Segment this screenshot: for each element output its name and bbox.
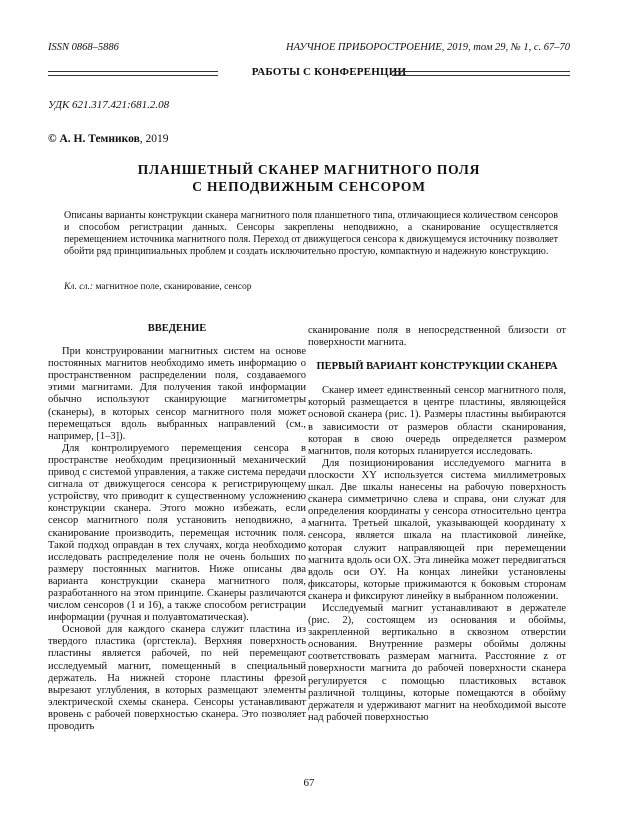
paragraph: Для контролируемого перемещения сенсора в пространстве необходим прецизионный механический привод с системой управления, а также система передачи сигнала от движущегося сенсора к регистрирующему устройству, что приводит к существенному усложнению конструкции сканера. Этого можно избежать, если сенсор магнитного поля установить неподвижно, а сканирование производить, перемещая источник поля. Такой подход оправдан в тех случаях, когда необходимо исследовать распределение поля не очень больших по размеру постоянных магнитов. Ниже описаны два варианта конструкции сканера магнитного поля, разработанного на этом принципе. Сканеры различаются числом сенсоров (1 и 16), а также способом регистрации информации (ручная и полуавтоматическая). xyxy=(48,442,306,624)
paragraph: Для позиционирования исследуемого магнита в плоскости XY используется система миллиметровых шкал. Две шкалы нанесены на рабочую поверхность сканера симметрично слева и справа, они служат для определения координаты y сенсора относительно центра магнита. Третьей шкалой, указывающей координату x сенсора, является шкала на пластиковой линейке, которая служит направляющей при перемещении магнита вдоль оси OX. Эта линейка может передвигаться вдоль оси OY. На концах линейки установлены фиксаторы, которые прижимаются к боковым сторонам сканера и фиксируют линейку в выбранном положении. xyxy=(308,457,566,602)
heading-first-variant: ПЕРВЫЙ ВАРИАНТ КОНСТРУКЦИИ СКАНЕРА xyxy=(316,361,558,373)
keywords xyxy=(64,282,251,292)
section-title: РАБОТЫ С КОНФЕРЕНЦИИ xyxy=(251,66,407,78)
page-number: 67 xyxy=(303,777,315,789)
copyright-sign: © xyxy=(48,133,57,145)
abstract: Описаны варианты конструкции сканера магнитного поля планшетного типа, отличающиеся количеством сенсоров и способом регистрации данных. Сенсоры закреплены неподвижно, а сканирование осуществляется перемещением источника магнитного поля. Переход от движущегося сенсора к движущемуся источнику позволяет обойти ряд принципиальных проблем и создать исключительно простую, компактную и надежную конструкцию. xyxy=(64,210,558,257)
issn: ISSN 0868–5886 xyxy=(48,42,119,53)
heading-introduction: ВВЕДЕНИЕ xyxy=(147,323,207,334)
keywords-text: магнитное поле, сканирование, сенсор xyxy=(93,282,252,292)
author-name: А. Н. Темников xyxy=(59,133,140,145)
article-title xyxy=(48,161,570,195)
running-header xyxy=(48,42,570,56)
author-line xyxy=(48,133,169,145)
paragraph: Исследуемый магнит устанавливают в держателе (рис. 2), состоящем из основания и обоймы, закрепленной вертикально в сквозном отверстии основания. Внутренние размеры обоймы должны соответствовать размерам магнита. Расстояние z от поверхности магнита до рабочей поверхности сканера регулируется с помощью пластиковых вставок различной толщины, которые помещаются в обойму держателя и удерживают магнит на необходимой высоте над рабочей поверхностью xyxy=(308,602,566,723)
divider-right xyxy=(392,71,570,76)
paragraph: Основой для каждого сканера служит пластина из твердого пластика (оргстекла). Верхняя поверхность пластины является рабочей, по ней перемещают исследуемый магнит, помещенный в специальный держатель. На нижней стороне пластины фрезой вырезают углубления, в которых размещают элементы электрической схемы сканера. Сенсоры устанавливают вровень с рабочей поверхностью сканера. Это позволяет проводить xyxy=(48,624,306,732)
title-line-2: С НЕПОДВИЖНЫМ СЕНСОРОМ xyxy=(192,179,426,194)
keywords-label: Кл. сл.: xyxy=(64,282,94,292)
right-column xyxy=(308,325,566,724)
title-line-1: ПЛАНШЕТНЫЙ СКАНЕР МАГНИТНОГО ПОЛЯ xyxy=(137,162,481,177)
paragraph: При конструировании магнитных систем на основе постоянных магнитов необходимо иметь информацию о пространственном распределении поля, создаваемого этими магнитами. Для получения такой информации обычно используют сканирующие магнитометры (сканеры), в которых сенсор магнитного поля может перемещаться вдоль выбранных направлений (см., например, [1–3]). xyxy=(48,346,306,442)
section-banner xyxy=(48,66,570,78)
paragraph-continuation: сканирование поля в непосредственной близости от поверхности магнита. xyxy=(308,325,566,349)
author-year: , 2019 xyxy=(139,133,169,145)
journal-citation: НАУЧНОЕ ПРИБОРОСТРОЕНИЕ, 2019, том 29, № 1, c. 67–70 xyxy=(286,42,570,53)
divider-left xyxy=(48,71,218,76)
left-column xyxy=(48,323,306,733)
paragraph: Сканер имеет единственный сенсор магнитного поля, который размещается в центре пластины, являющейся основой сканера (рис. 1). Размеры пластины выбираются в зависимости от размеров области сканирования, которая в свою очередь определяется размером магнитов, поля которых планируется исследовать. xyxy=(308,385,566,457)
udk-code: УДК 621.317.421:681.2.08 xyxy=(48,99,170,111)
